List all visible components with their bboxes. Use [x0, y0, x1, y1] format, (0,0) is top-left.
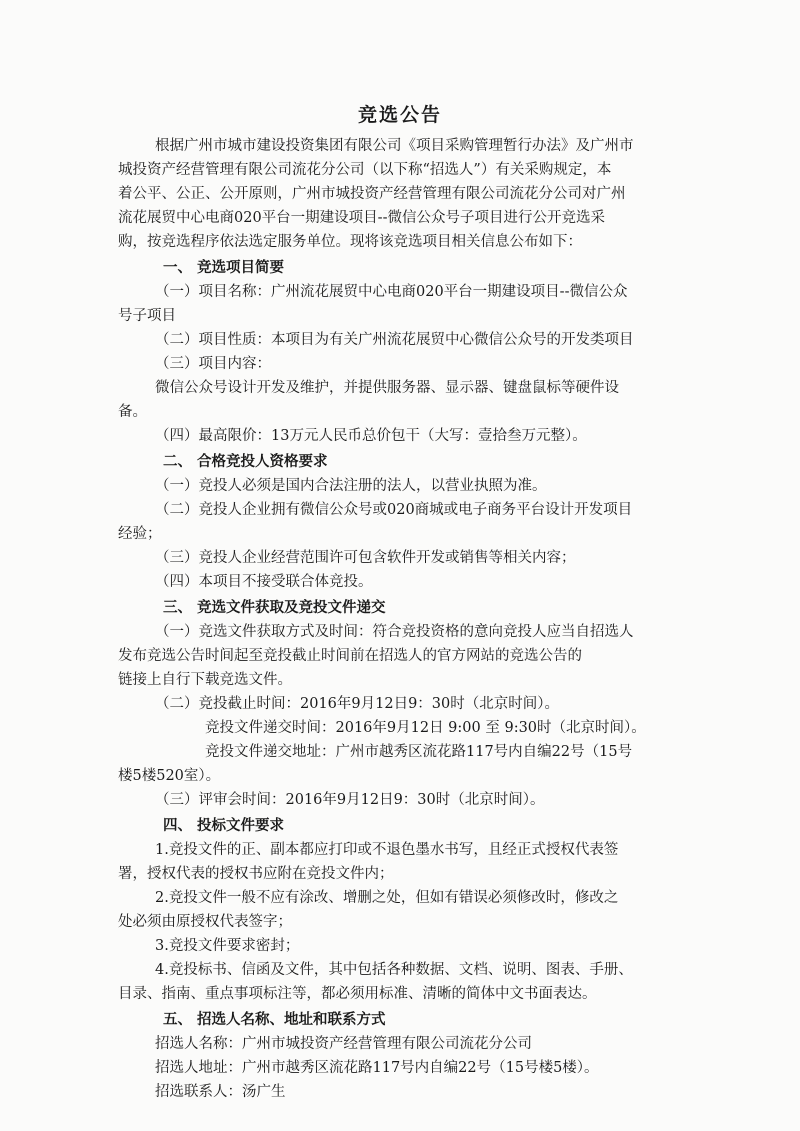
- section-1-heading: 一、 竞选项目简要: [163, 259, 285, 276]
- section-4-line: 处必须由原授权代表签字；: [118, 914, 292, 930]
- section-1-line: 备。: [118, 404, 147, 420]
- section-3-line: 楼5楼520室）。: [118, 768, 221, 784]
- section-3-line: （一）竞选文件获取方式及时间：符合竞投资格的意向竞投人应当自招选人: [155, 624, 634, 640]
- section-1-line: 微信公众号设计开发及维护，并提供服务器、显示器、键盘鼠标等硬件设: [155, 380, 619, 396]
- section-1-line: （三）项目内容：: [155, 356, 271, 372]
- section-2-line: （四）本项目不接受联合体竞投。: [155, 574, 373, 590]
- section-3-line: 链接上自行下载竞选文件。: [118, 672, 292, 688]
- contact-name: 招选人名称：广州市城投资产经营管理有限公司流花分公司: [155, 1036, 532, 1052]
- section-4-heading: 四、 投标文件要求: [163, 817, 285, 834]
- intro-line: 购，按竞选程序依法选定服务单位。现将该竞选项目相关信息公布如下：: [118, 234, 582, 250]
- contact-address: 招选人地址：广州市越秀区流花路117号内自编22号（15号楼5楼）。: [155, 1060, 599, 1076]
- section-3-line: （三）评审会时间：2016年9月12日9：30时（北京时间）。: [155, 792, 545, 808]
- section-2-line: （一）竞投人必须是国内合法注册的法人，以营业执照为准。: [155, 478, 547, 494]
- section-4-line: 4.竞投标书、信函及文件，其中包括各种数据、文档、说明、图表、手册、: [155, 962, 633, 978]
- section-5-heading: 五、 招选人名称、地址和联系方式: [163, 1011, 386, 1028]
- section-1-line: （一）项目名称：广州流花展贸中心电商020平台一期建设项目--微信公众: [155, 284, 628, 300]
- section-1-line: （二）项目性质：本项目为有关广州流花展贸中心微信公众号的开发类项目: [155, 332, 634, 348]
- section-3-line: （二）竞投截止时间：2016年9月12日9：30时（北京时间）。: [155, 696, 560, 712]
- section-2-line: 经验；: [118, 526, 162, 542]
- section-2-line: （二）竞投人企业拥有微信公众号或020商城或电子商务平台设计开发项目: [155, 502, 633, 518]
- section-4-line: 1.竞投文件的正、副本都应打印或不退色墨水书写，且经正式授权代表签: [155, 842, 619, 858]
- section-3-line: 竞投文件递交时间：2016年9月12日 9:00 至 9:30时（北京时间）。: [205, 720, 646, 736]
- intro-line: 流花展贸中心电商020平台一期建设项目--微信公众号子项目进行公开竞选采: [118, 210, 605, 226]
- section-3-line: 发布竞选公告时间起至竞投截止时间前在招选人的官方网站的竞选公告的: [118, 648, 582, 664]
- section-3-line: 竞投文件递交地址：广州市越秀区流花路117号内自编22号（15号: [205, 744, 633, 760]
- section-3-heading: 三、 竞选文件获取及竞投文件递交: [163, 599, 386, 616]
- section-4-line: 2.竞投文件一般不应有涂改、增删之处，但如有错误必须修改时，修改之: [155, 890, 619, 906]
- section-4-line: 3.竞投文件要求密封；: [155, 938, 300, 954]
- section-1-line: 号子项目: [118, 308, 176, 324]
- section-4-line: 署，授权代表的授权书应附在竞投文件内；: [118, 866, 394, 882]
- section-2-line: （三）竞投人企业经营范围许可包含软件开发或销售等相关内容；: [155, 550, 576, 566]
- intro-line: 着公平、公正、公开原则，广州市城投资产经营管理有限公司流花分公司对广州: [118, 186, 626, 202]
- document-title: 竞选公告: [357, 104, 442, 126]
- section-2-heading: 二、 合格竞投人资格要求: [163, 453, 328, 470]
- section-1-line: （四）最高限价：13万元人民币总价包干（大写：壹拾叁万元整）。: [155, 428, 587, 444]
- contact-person: 招选联系人：汤广生: [155, 1084, 286, 1100]
- section-4-line: 目录、指南、重点事项标注等，都必须用标准、清晰的简体中文书面表达。: [118, 986, 597, 1002]
- intro-line: 城投资产经营管理有限公司流花分公司（以下称“招选人”）有关采购规定，本: [118, 162, 612, 178]
- intro-line: 根据广州市城市建设投资集团有限公司《项目采购管理暂行办法》及广州市: [155, 138, 634, 154]
